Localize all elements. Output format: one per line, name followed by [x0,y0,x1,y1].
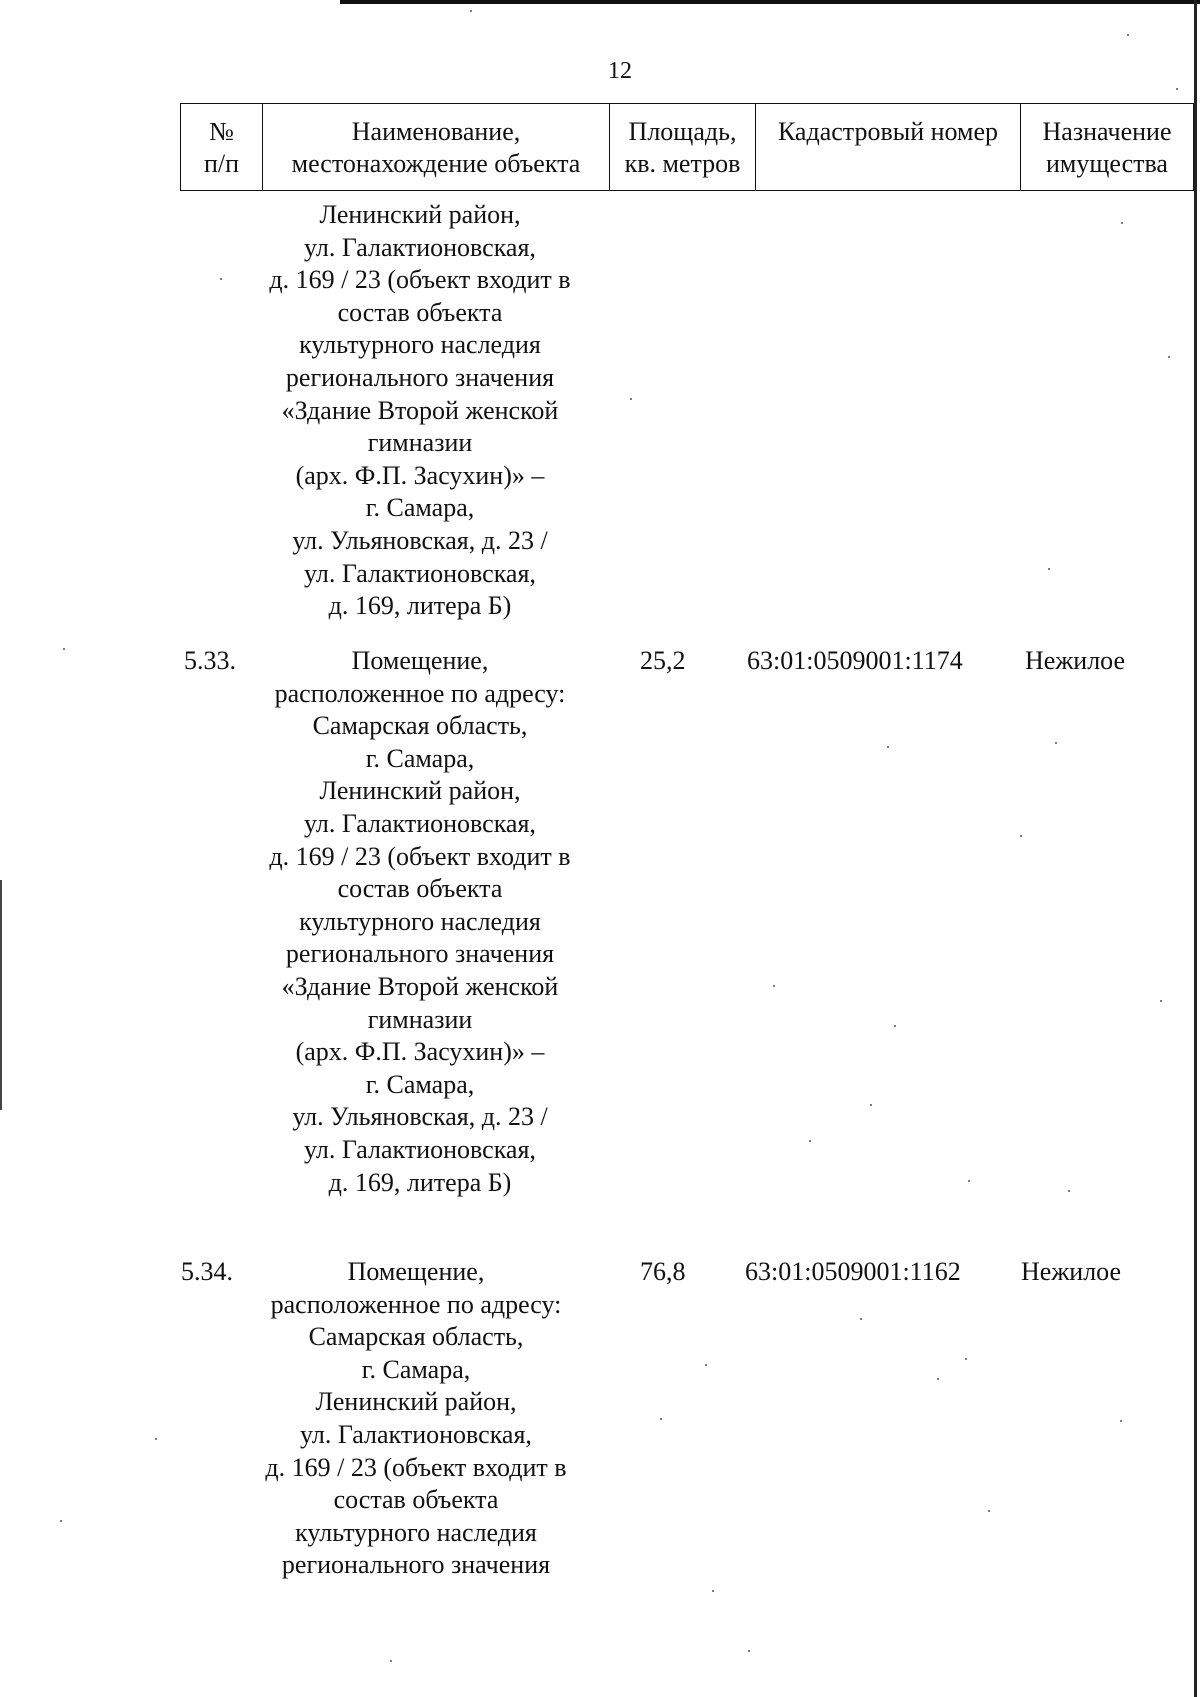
name-line: г. Самара, [365,1069,475,1099]
name-line: ул. Галактионовская, [304,558,536,588]
name-line: ул. Галактионовская, [304,808,536,838]
row-533-purpose: Нежилое [1025,646,1126,675]
name-line: ул. Ульяновская, д. 23 / [292,525,548,555]
row-533-area: 25,2 [640,646,686,675]
name-line: ул. Ульяновская, д. 23 / [292,1102,548,1132]
scan-top-border [340,0,1200,4]
name-line: состав объекта [333,1485,499,1515]
name-line: расположенное по адресу: [270,1289,562,1319]
row-533-num: 5.33. [184,646,236,675]
row-534-num: 5.34. [181,1257,233,1286]
name-line: Ленинский район, [315,1387,517,1417]
name-line: (арх. Ф.П. Засухин)» – [295,460,545,490]
name-line: г. Самара, [361,1354,471,1384]
name-line: Помещение, [351,646,489,675]
name-line: ул. Галактионовская, [304,1134,536,1164]
name-line: Ленинский район, [319,200,521,229]
name-line: (арх. Ф.П. Засухин)» – [295,1037,545,1067]
name-line: гимназии [367,428,473,458]
name-line: д. 169, литера Б) [328,1167,512,1197]
name-line: г. Самара, [365,743,475,773]
name-line: Помещение, [347,1257,485,1286]
row-534-cadastral: 63:01:0509001:1162 [745,1257,961,1286]
header-cell-purpose: Назначение имущества [1021,104,1194,191]
scan-right-border [1194,0,1197,1697]
name-line: ул. Галактионовская, [300,1419,532,1449]
header-cell-num: № п/п [181,104,263,191]
name-line: состав объекта [337,874,503,904]
name-line: расположенное по адресу: [274,678,566,708]
name-line: гимназии [367,1004,473,1034]
name-line: г. Самара, [365,493,475,523]
row-534-area: 76,8 [640,1257,686,1286]
row-534-purpose: Нежилое [1021,1257,1122,1286]
header-cell-cadastral: Кадастровый номер [756,104,1021,191]
page-number: 12 [608,58,632,84]
name-line: д. 169 / 23 (объект входит в [269,265,571,295]
row-533-name [240,645,600,1199]
name-line: «Здание Второй женской [281,395,559,425]
header-cell-area: Площадь, кв. метров [610,104,756,191]
name-line: д. 169, литера Б) [328,591,512,621]
row-534-name [236,1256,596,1582]
row-533-cadastral: 63:01:0509001:1174 [747,646,963,675]
name-line: «Здание Второй женской [281,971,559,1001]
name-line: регионального значения [285,362,555,392]
header-cell-name: Наименование, местонахождение объекта [263,104,610,191]
name-line: ул. Галактионовская, [304,232,536,262]
table-header [180,103,1194,191]
name-line: состав объекта [337,297,503,327]
name-line: д. 169 / 23 (объект входит в [269,841,571,871]
name-line: культурного наследия [299,906,541,936]
name-line: Ленинский район, [319,776,521,806]
name-line: Самарская область, [312,711,528,741]
name-line: д. 169 / 23 (объект входит в [265,1452,567,1482]
name-line: культурного наследия [295,1517,537,1547]
name-line: регионального значения [285,939,555,969]
name-line: регионального значения [281,1550,551,1580]
scan-left-edge-mark [0,880,2,1110]
name-line: культурного наследия [299,330,541,360]
continuation-name-text [240,199,600,623]
name-line: Самарская область, [308,1322,524,1352]
